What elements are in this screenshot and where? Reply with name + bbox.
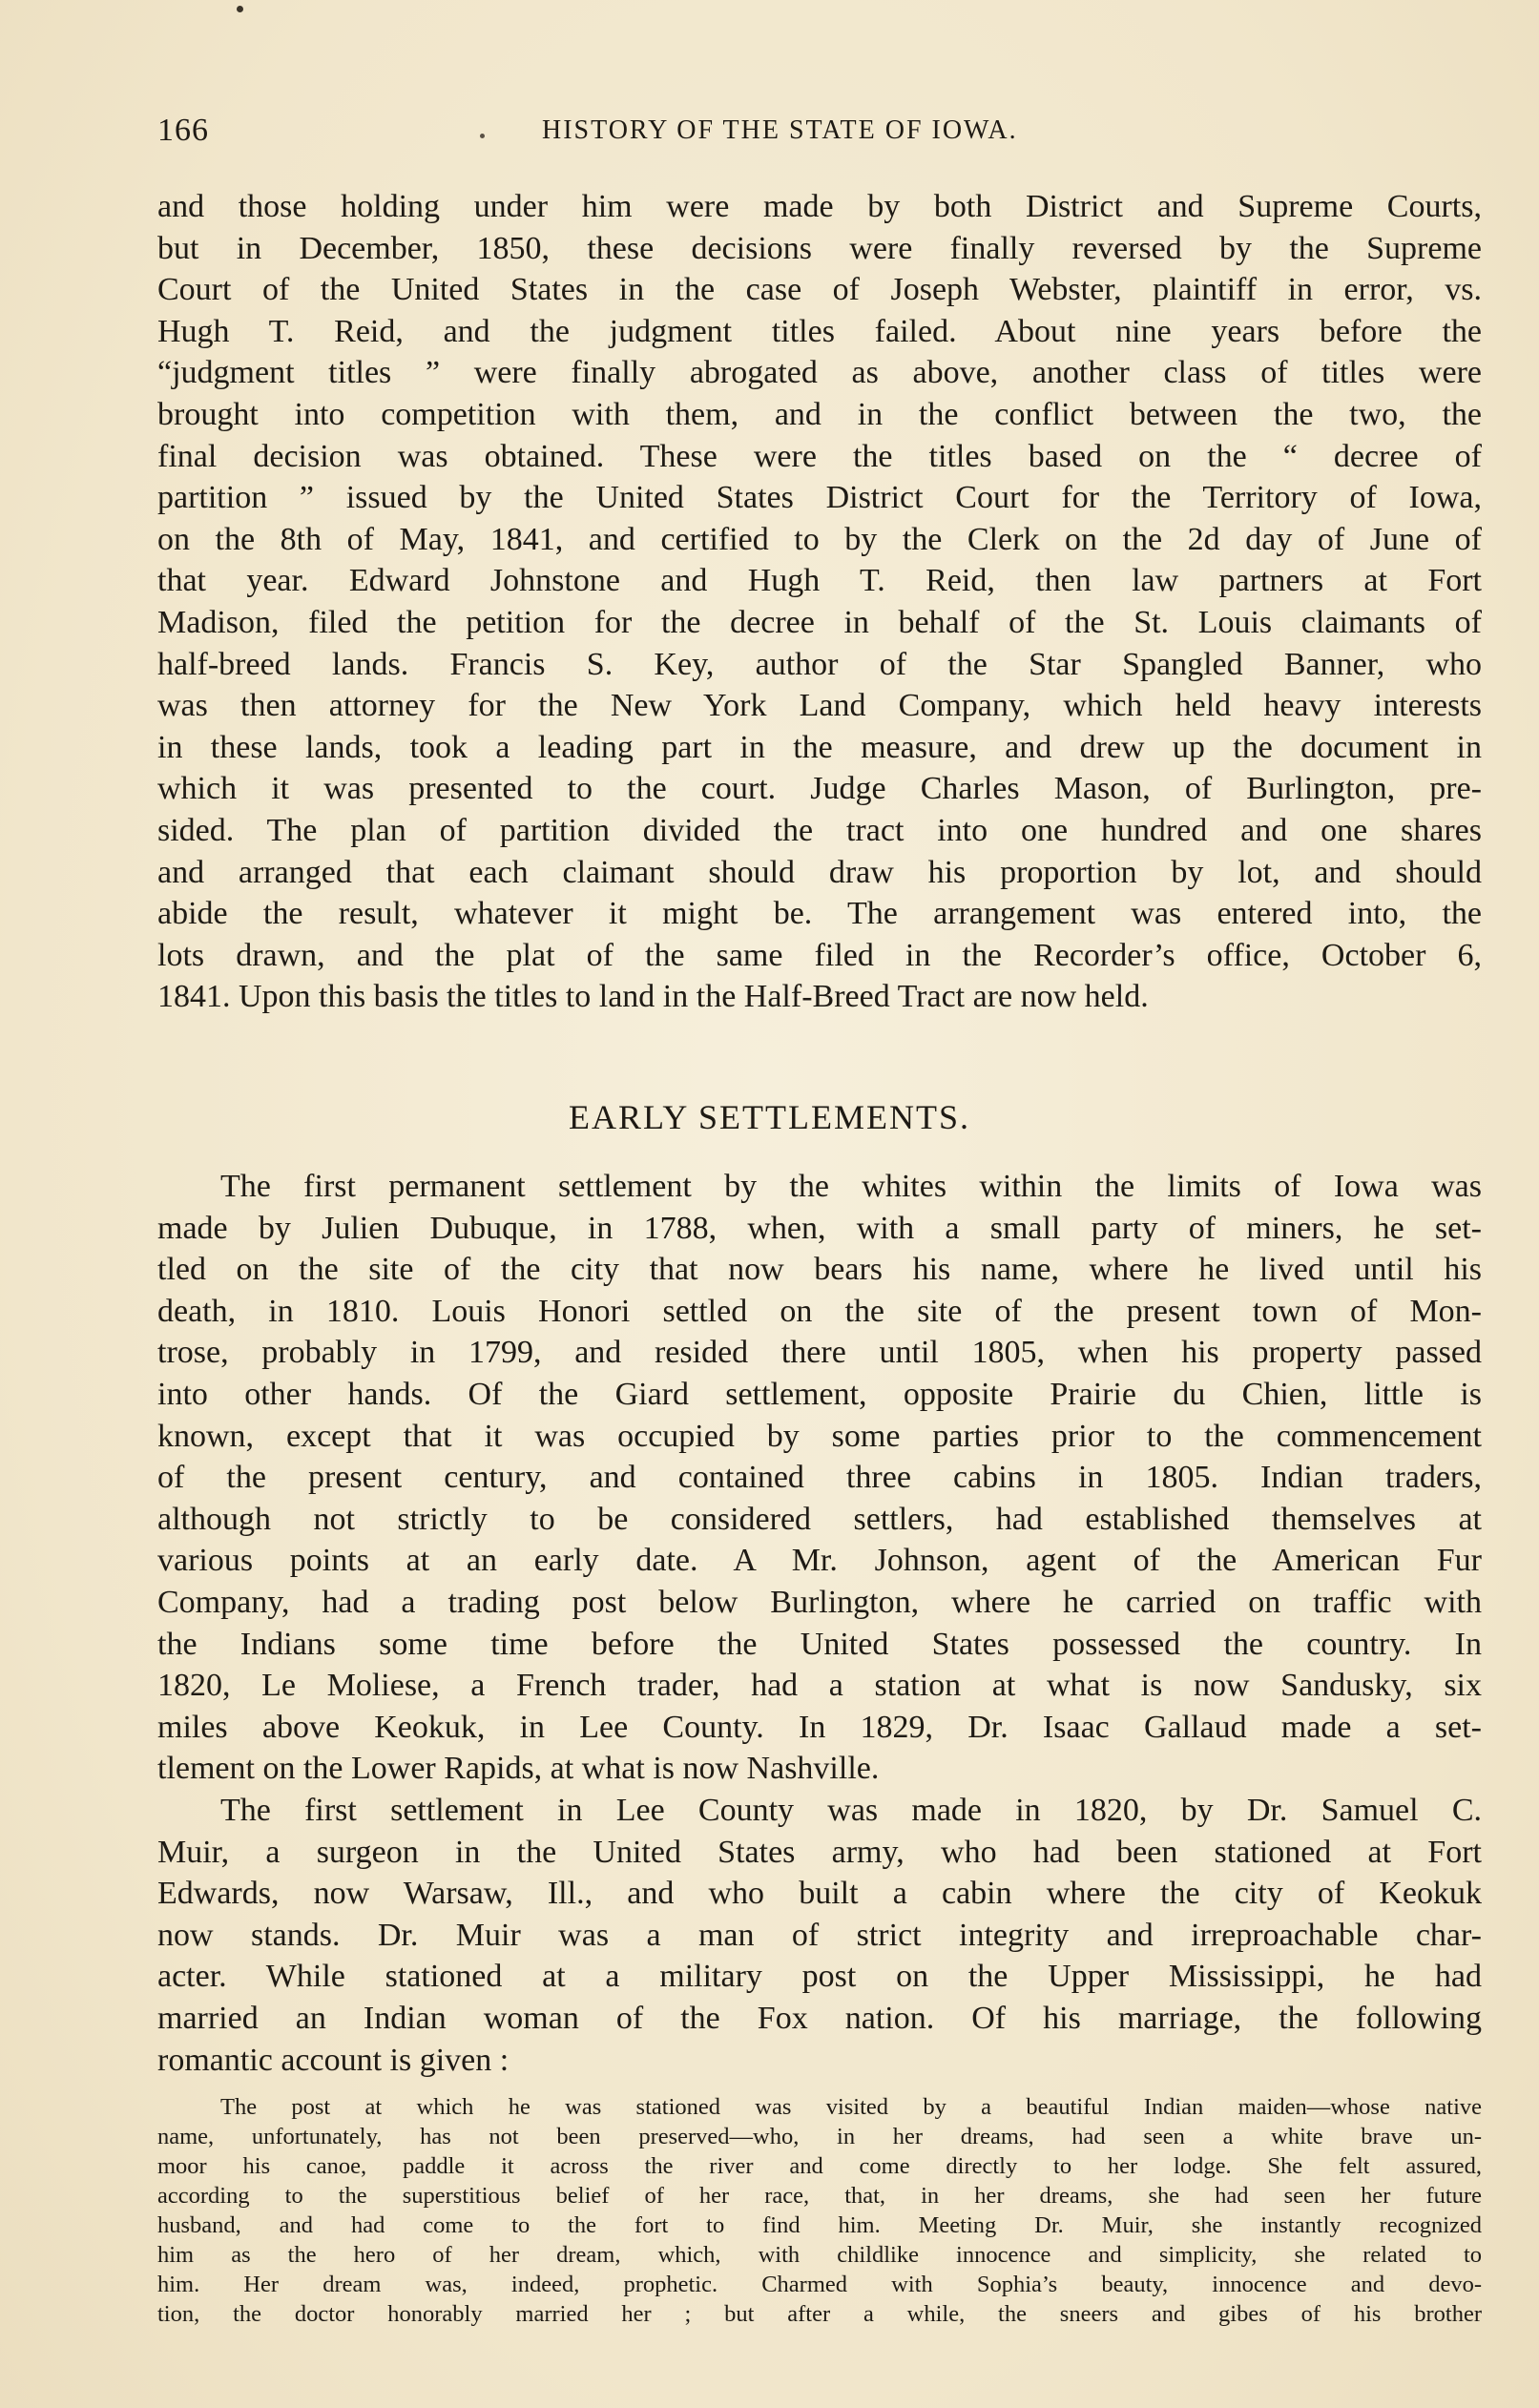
text-line: and arranged that each claimant should draw his proportion by lot, and should <box>157 854 1482 890</box>
text-line: Company, had a trading post below Burlington, where he carried on traffic with <box>157 1584 1482 1620</box>
text-line: into other hands. Of the Giard settlement, opposite Prairie du Chien, little is <box>157 1376 1482 1412</box>
quote-line: him as the hero of her dream, which, with childlike innocence and simplicity, she related to <box>157 2242 1482 2268</box>
quote-line: moor his canoe, paddle it across the river and come directly to her lodge. She felt assured, <box>157 2153 1482 2179</box>
text-line: death, in 1810. Louis Honori settled on the site of the present town of Mon- <box>157 1293 1482 1329</box>
text-line: but in December, 1850, these decisions were finally reversed by the Supreme <box>157 230 1482 266</box>
running-head: HISTORY OF THE STATE OF IOWA. <box>542 115 1018 145</box>
paragraph-lee-county <box>157 1790 1482 2081</box>
quoted-passage <box>157 2092 1482 2329</box>
text-line: Court of the United States in the case of Joseph Webster, plaintiff in error, vs. <box>157 272 1482 308</box>
text-line: partition ” issued by the United States District Court for the Territory of Iowa, <box>157 480 1482 516</box>
text-line: 1820, Le Moliese, a French trader, had a station at what is now Sandusky, six <box>157 1668 1482 1704</box>
text-line: although not strictly to be considered settlers, had established themselves at <box>157 1501 1482 1537</box>
text-line: the Indians some time before the United States possessed the country. In <box>157 1626 1482 1662</box>
text-line: tled on the site of the city that now bears his name, where he lived until his <box>157 1252 1482 1288</box>
quote-line: tion, the doctor honorably married her ; but after a while, the sneers and gibes of his brother <box>157 2301 1482 2327</box>
text-line: various points at an early date. A Mr. Johnson, agent of the American Fur <box>157 1543 1482 1579</box>
text-line: that year. Edward Johnstone and Hugh T. Reid, then law partners at Fort <box>157 563 1482 599</box>
text-line: Edwards, now Warsaw, Ill., and who built a cabin where the city of Keokuk <box>157 1876 1482 1912</box>
paragraph-first-settlement <box>157 1166 1482 1790</box>
quote-line: him. Her dream was, indeed, prophetic. Charmed with Sophia’s beauty, innocence and devo- <box>157 2272 1482 2297</box>
text-line: “judgment titles ” were finally abrogated as above, another class of titles were <box>157 355 1482 391</box>
text-line: Muir, a surgeon in the United States army, who had been stationed at Fort <box>157 1834 1482 1870</box>
quote-line: name, unfortunately, has not been preserved—who, in her dreams, had seen a white brave un- <box>157 2124 1482 2149</box>
text-line: acter. While stationed at a military post on the Upper Mississippi, he had <box>157 1959 1482 1995</box>
text-line: Madison, filed the petition for the decree in behalf of the St. Louis claimants of <box>157 604 1482 640</box>
text-line: 1841. Upon this basis the titles to land in the Half-Breed Tract are now held. <box>157 979 1149 1015</box>
text-line: was then attorney for the New York Land Company, which held heavy interests <box>157 688 1482 724</box>
text-line: romantic account is given : <box>157 2042 510 2078</box>
text-line: Hugh T. Reid, and the judgment titles failed. About nine years before the <box>157 313 1482 349</box>
text-line: miles above Keokuk, in Lee County. In 1829, Dr. Isaac Gallaud made a set- <box>157 1709 1482 1745</box>
header-dot <box>480 134 485 138</box>
ink-speck <box>237 6 243 12</box>
page-header <box>157 113 1482 151</box>
text-line: and those holding under him were made by both District and Supreme Courts, <box>157 189 1482 224</box>
quote-line: according to the superstitious belief of her race, that, in her dreams, she had seen her future <box>157 2183 1482 2209</box>
quote-line: husband, and had come to the fort to find him. Meeting Dr. Muir, she instantly recognized <box>157 2212 1482 2238</box>
text-line: tlement on the Lower Rapids, at what is now Nashville. <box>157 1751 880 1787</box>
text-line: known, except that it was occupied by some parties prior to the commencement <box>157 1418 1482 1454</box>
text-line: The first settlement in Lee County was made in 1820, by Dr. Samuel C. <box>220 1793 1482 1828</box>
text-line: sided. The plan of partition divided the tract into one hundred and one shares <box>157 812 1482 848</box>
text-line: brought into competition with them, and in the conflict between the two, the <box>157 396 1482 432</box>
text-line: final decision was obtained. These were the titles based on the “ decree of <box>157 438 1482 474</box>
text-line: which it was presented to the court. Judge Charles Mason, of Burlington, pre- <box>157 771 1482 807</box>
text-line: married an Indian woman of the Fox nation. Of his marriage, the following <box>157 2000 1482 2036</box>
text-line: half-breed lands. Francis S. Key, author of the Star Spangled Banner, who <box>157 646 1482 682</box>
paragraph-half-breed-titles <box>157 186 1482 1018</box>
page-number: 166 <box>157 113 209 148</box>
section-heading: EARLY SETTLEMENTS. <box>568 1098 971 1136</box>
text-line: now stands. Dr. Muir was a man of strict integrity and irreproachable char- <box>157 1917 1482 1953</box>
text-line: made by Julien Dubuque, in 1788, when, with a small party of miners, he set- <box>157 1210 1482 1246</box>
text-line: abide the result, whatever it might be. The arrangement was entered into, the <box>157 896 1482 932</box>
text-line: trose, probably in 1799, and resided there until 1805, when his property passed <box>157 1335 1482 1371</box>
text-line: lots drawn, and the plat of the same filed in the Recorder’s office, October 6, <box>157 937 1482 973</box>
text-line: on the 8th of May, 1841, and certified to by the Clerk on the 2d day of June of <box>157 521 1482 557</box>
text-line: of the present century, and contained three cabins in 1805. Indian traders, <box>157 1460 1482 1496</box>
text-line: in these lands, took a leading part in the measure, and drew up the document in <box>157 729 1482 765</box>
text-line: The first permanent settlement by the whites within the limits of Iowa was <box>220 1169 1482 1204</box>
quote-line: The post at which he was stationed was visited by a beautiful Indian maiden—whose native <box>220 2094 1482 2120</box>
